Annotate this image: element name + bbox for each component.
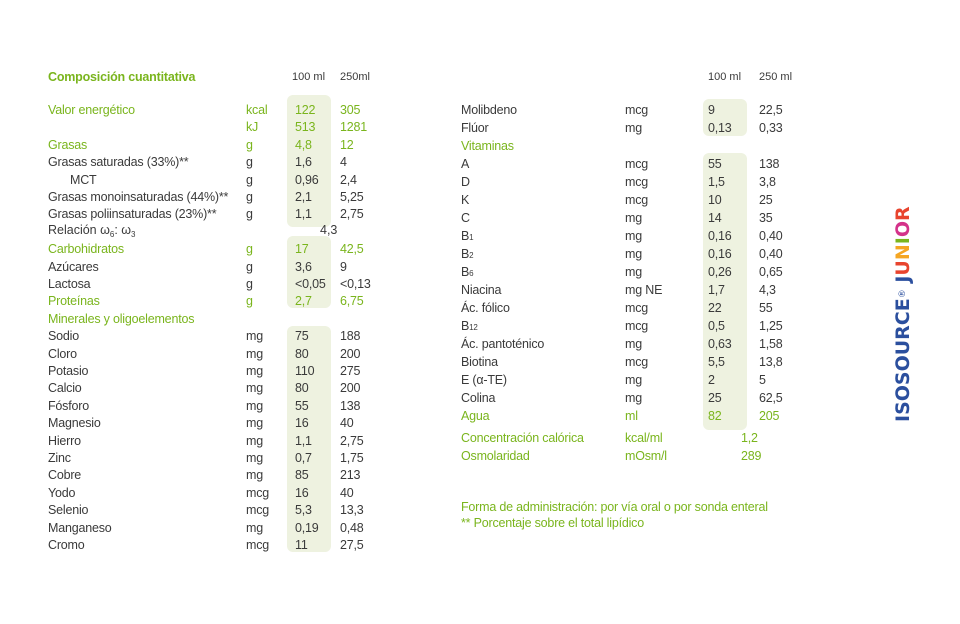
nutrient-unit: g — [246, 294, 253, 309]
nutrient-name: C — [461, 211, 470, 225]
value-250ml: 4 — [340, 155, 347, 170]
value-100ml: 3,6 — [295, 259, 312, 274]
value-100ml: 0,16 — [708, 229, 732, 243]
nutrient-name: Cloro — [48, 346, 77, 361]
omega-ratio-sub2: 3 — [131, 230, 136, 239]
value-250ml: 1281 — [340, 120, 368, 135]
nutrient-unit: mg — [246, 416, 263, 431]
left-table-row — [0, 502, 420, 519]
nutrient-name: Cobre — [48, 468, 82, 483]
value-100ml: 0,16 — [708, 247, 732, 261]
value-250ml: 62,5 — [759, 391, 783, 405]
nutrient-name: D — [461, 175, 470, 189]
nutrient-unit: kcal — [246, 103, 268, 117]
value-100ml: 80 — [295, 346, 309, 361]
logo-junior-letter-n: N — [892, 244, 914, 261]
lipid-percentage-note: ** Porcentaje sobre el total lipídico — [461, 516, 644, 530]
nutrient-name: Minerales y oligoelementos — [48, 311, 195, 326]
right-table-row — [0, 210, 880, 227]
left-col-250ml-header: 250ml — [340, 71, 370, 83]
nutrient-unit: mg — [246, 520, 263, 535]
right-table-row — [0, 390, 880, 407]
nutrient-unit: g — [246, 190, 253, 204]
omega-ratio-sub1: 6 — [109, 230, 115, 239]
value-250ml: 4,3 — [759, 283, 776, 297]
value-100ml: 0,19 — [295, 520, 319, 535]
value-100ml: 0,5 — [708, 319, 725, 333]
value-100ml: 0,96 — [295, 172, 319, 187]
value-250ml: 2,75 — [340, 433, 364, 448]
value-100ml: 0,63 — [708, 337, 732, 351]
value-250ml: 138 — [759, 157, 780, 171]
nutrient-unit: g — [246, 155, 253, 170]
nutrient-unit: mg — [625, 229, 642, 243]
value-250ml: 275 — [340, 364, 361, 378]
value-100ml: 1,6 — [295, 155, 312, 170]
value-100ml: 85 — [295, 468, 309, 483]
nutrient-unit: mcg — [625, 157, 649, 171]
caloric-concentration-unit: kcal/ml — [625, 431, 663, 445]
nutrient-name: Grasas — [48, 137, 88, 152]
value-250ml: 0,65 — [759, 265, 783, 279]
nutrient-name: Grasas monoinsaturadas (44%)** — [48, 190, 229, 204]
value-250ml: 3,8 — [759, 175, 776, 189]
logo-junior-letter-u: U — [892, 260, 914, 276]
nutrient-name: Potasio — [48, 364, 89, 378]
nutrient-unit: mg — [625, 337, 642, 351]
composition-title: Composición cuantitativa — [48, 70, 196, 84]
left-table-row — [0, 520, 420, 537]
logo-junior-letter-j: J — [892, 275, 914, 283]
nutrient-name: Manganeso — [48, 520, 112, 535]
nutrient-unit: g — [246, 259, 253, 274]
nutrient-name: Calcio — [48, 381, 82, 396]
nutrient-name: Grasas poliinsaturadas (23%)** — [48, 207, 217, 222]
value-100ml: 122 — [295, 103, 316, 117]
nutrient-name: Fósforo — [48, 398, 89, 413]
nutrient-unit: mcg — [625, 301, 649, 315]
value-100ml: 0,26 — [708, 265, 732, 279]
nutrient-unit: mg — [246, 433, 263, 448]
right-table-row — [0, 246, 880, 263]
nutrient-unit: mg — [246, 329, 263, 344]
nutrient-unit: mg — [625, 391, 642, 405]
caloric-concentration-label: Concentración calórica — [461, 431, 584, 445]
value-250ml: 22,5 — [759, 103, 783, 117]
value-250ml: 0,48 — [340, 520, 364, 535]
value-250ml: 0,40 — [759, 229, 783, 243]
osmolarity-unit: mOsm/l — [625, 449, 667, 463]
value-250ml: 5,25 — [340, 190, 364, 204]
right-table-row — [0, 300, 880, 317]
value-250ml: 42,5 — [340, 242, 364, 257]
administration-note: Forma de administración: por vía oral o por sonda enteral — [461, 500, 768, 514]
value-100ml: 4,8 — [295, 137, 312, 152]
nutrient-unit: mg — [625, 121, 642, 135]
value-250ml: 213 — [340, 468, 361, 483]
value-100ml: 82 — [708, 409, 722, 423]
nutrient-unit: mg — [625, 247, 642, 261]
caloric-concentration-row — [0, 430, 960, 447]
value-100ml: 10 — [708, 193, 722, 207]
value-250ml: 2,75 — [340, 207, 364, 222]
value-100ml: 1,1 — [295, 207, 312, 222]
value-100ml: 55 — [295, 398, 309, 413]
right-table-row — [0, 336, 880, 353]
right-table-row — [0, 372, 880, 389]
nutrient-name: Flúor — [461, 121, 489, 135]
value-100ml: 1,1 — [295, 433, 312, 448]
omega-ratio-label: Relación ω — [48, 223, 110, 237]
osmolarity-value: 289 — [741, 449, 762, 463]
nutrient-name: B12 — [461, 319, 478, 333]
value-100ml: 25 — [708, 391, 722, 405]
nutrient-name: Ác. fólico — [461, 301, 510, 315]
value-250ml: 1,75 — [340, 451, 364, 465]
nutrient-name: Azúcares — [48, 259, 99, 274]
nutrient-unit: mcg — [625, 103, 649, 117]
value-250ml: 138 — [340, 398, 361, 413]
nutrient-name: A — [461, 157, 470, 171]
nutrient-name: Carbohidratos — [48, 242, 124, 257]
nutrient-unit: mcg — [625, 319, 649, 333]
value-100ml: 16 — [295, 416, 309, 431]
value-100ml: 0,13 — [708, 121, 732, 135]
value-100ml: 9 — [708, 103, 715, 117]
left-table-row — [0, 485, 420, 502]
nutrient-unit: mg — [625, 211, 642, 225]
right-table-row — [0, 282, 880, 299]
value-250ml: 9 — [340, 259, 347, 274]
value-250ml: 5 — [759, 373, 766, 387]
nutrient-unit: mcg — [625, 193, 649, 207]
nutrient-unit: g — [246, 172, 253, 187]
nutrient-name: Niacina — [461, 283, 502, 297]
value-250ml: 40 — [340, 485, 354, 500]
nutrient-name: Valor energético — [48, 103, 135, 117]
right-table-row — [0, 120, 880, 137]
value-250ml: 0,40 — [759, 247, 783, 261]
omega-ratio-value: 4,3 — [320, 223, 338, 237]
right-col-100ml-header: 100 ml — [708, 71, 742, 83]
nutrient-unit: mg — [625, 373, 642, 387]
value-250ml: 27,5 — [340, 538, 364, 552]
nutrient-name: Colina — [461, 391, 496, 405]
value-100ml: 513 — [295, 120, 316, 135]
nutrient-unit: mg — [625, 265, 642, 279]
nutrient-name: Biotina — [461, 355, 498, 369]
nutrient-unit: g — [246, 137, 253, 152]
nutrient-unit: mg — [246, 346, 263, 361]
right-table-row — [0, 192, 880, 209]
value-100ml: 80 — [295, 381, 309, 396]
value-100ml: 0,7 — [295, 451, 312, 465]
value-100ml: 17 — [295, 242, 309, 257]
nutrient-unit: kJ — [246, 120, 259, 135]
nutrient-name: Yodo — [48, 485, 76, 500]
value-100ml: 22 — [708, 301, 722, 315]
logo-isosource-text: ISOSOURCE — [892, 298, 914, 422]
nutrient-unit: mcg — [246, 503, 270, 518]
value-250ml: 6,75 — [340, 294, 364, 309]
logo-registered-mark: ® — [898, 289, 908, 299]
left-col-100ml-header: 100 ml — [292, 71, 326, 83]
nutrient-name: Cromo — [48, 538, 85, 552]
right-table-row — [0, 156, 880, 173]
nutrient-name: E (α-TE) — [461, 373, 507, 387]
nutrient-name: Molibdeno — [461, 103, 517, 117]
value-100ml: 55 — [708, 157, 722, 171]
right-table-row — [0, 228, 880, 245]
nutrient-name: B2 — [461, 247, 474, 261]
value-250ml: 55 — [759, 301, 773, 315]
osmolarity-row — [0, 448, 960, 465]
value-100ml: 11 — [295, 538, 308, 552]
isosource-junior-logo — [892, 206, 914, 422]
nutrient-name: B6 — [461, 265, 474, 279]
nutrient-subscript: 12 — [469, 323, 478, 332]
nutrient-name: Lactosa — [48, 277, 91, 291]
nutrient-unit: ml — [625, 409, 638, 423]
nutrient-subscript: 6 — [469, 269, 474, 278]
value-100ml: 16 — [295, 485, 309, 500]
right-table-row — [0, 174, 880, 191]
value-100ml: 110 — [295, 364, 315, 378]
right-table-row — [0, 138, 880, 155]
value-250ml: 13,8 — [759, 355, 783, 369]
right-table-row — [0, 408, 880, 425]
logo-junior-letter-i: I — [892, 237, 914, 245]
value-250ml: 25 — [759, 193, 773, 207]
nutrient-unit: mg — [246, 381, 263, 396]
nutrient-name: Agua — [461, 409, 490, 423]
nutrient-name: Selenio — [48, 503, 89, 518]
right-col-250ml-header: 250 ml — [759, 71, 793, 83]
value-250ml: 200 — [340, 381, 361, 396]
value-250ml: 35 — [759, 211, 773, 225]
right-table-row — [0, 102, 880, 119]
right-table-row — [0, 318, 880, 335]
osmolarity-label: Osmolaridad — [461, 449, 530, 463]
nutrient-unit: mg — [246, 364, 263, 378]
value-250ml: 1,58 — [759, 337, 783, 351]
value-250ml: 40 — [340, 416, 354, 431]
value-100ml: 2,1 — [295, 190, 312, 204]
omega-ratio-sep: : ω — [114, 223, 132, 237]
right-table-row — [0, 354, 880, 371]
value-100ml: 5,5 — [708, 355, 725, 369]
nutrient-unit: g — [246, 277, 253, 291]
value-250ml: 1,25 — [759, 319, 783, 333]
nutrient-unit: mcg — [246, 485, 270, 500]
value-250ml: 305 — [340, 103, 361, 117]
nutrient-name: K — [461, 193, 470, 207]
nutrient-unit: mg NE — [625, 283, 663, 297]
logo-junior-letter-r: R — [892, 206, 914, 221]
nutrient-name: B1 — [461, 229, 474, 243]
nutrient-subscript: 1 — [469, 233, 474, 242]
value-250ml: 0,33 — [759, 121, 783, 135]
left-table-row — [0, 467, 420, 484]
nutrient-unit: g — [246, 242, 253, 257]
nutrient-name: Ác. pantoténico — [461, 337, 545, 351]
nutrient-name: Sodio — [48, 329, 79, 344]
nutrient-subscript: 2 — [469, 251, 474, 260]
value-100ml: 1,5 — [708, 175, 725, 189]
nutrient-unit: mcg — [246, 538, 270, 552]
nutrient-name: MCT — [70, 172, 97, 187]
value-100ml: 2,7 — [295, 294, 312, 309]
value-250ml: 12 — [340, 137, 354, 152]
caloric-concentration-value: 1,2 — [741, 431, 758, 445]
nutrient-unit: g — [246, 207, 253, 222]
nutrient-name: Proteínas — [48, 294, 100, 309]
nutrient-name: Grasas saturadas (33%)** — [48, 155, 189, 170]
right-table-row — [0, 264, 880, 281]
value-250ml: 205 — [759, 409, 780, 423]
value-250ml: 200 — [340, 346, 361, 361]
value-100ml: 1,7 — [708, 283, 725, 297]
value-100ml: 2 — [708, 373, 715, 387]
nutrient-unit: mcg — [625, 355, 649, 369]
logo-junior-letter-o: O — [892, 220, 914, 238]
nutrient-unit: mcg — [625, 175, 649, 189]
left-table-row — [0, 537, 420, 554]
nutrient-name: Magnesio — [48, 416, 101, 431]
nutrient-name: Zinc — [48, 451, 71, 465]
value-250ml: 188 — [340, 329, 361, 344]
value-100ml: 75 — [295, 329, 309, 344]
value-100ml: 14 — [708, 211, 722, 225]
nutrient-unit: mg — [246, 398, 263, 413]
nutrient-name: Vitaminas — [461, 139, 514, 153]
nutrient-name: Hierro — [48, 433, 81, 448]
value-100ml: 5,3 — [295, 503, 312, 518]
value-250ml: 13,3 — [340, 503, 364, 518]
value-250ml: 2,4 — [340, 172, 357, 187]
nutrient-unit: mg — [246, 468, 263, 483]
value-100ml: <0,05 — [295, 277, 326, 291]
value-250ml: <0,13 — [340, 277, 371, 291]
nutrient-unit: mg — [246, 451, 263, 465]
